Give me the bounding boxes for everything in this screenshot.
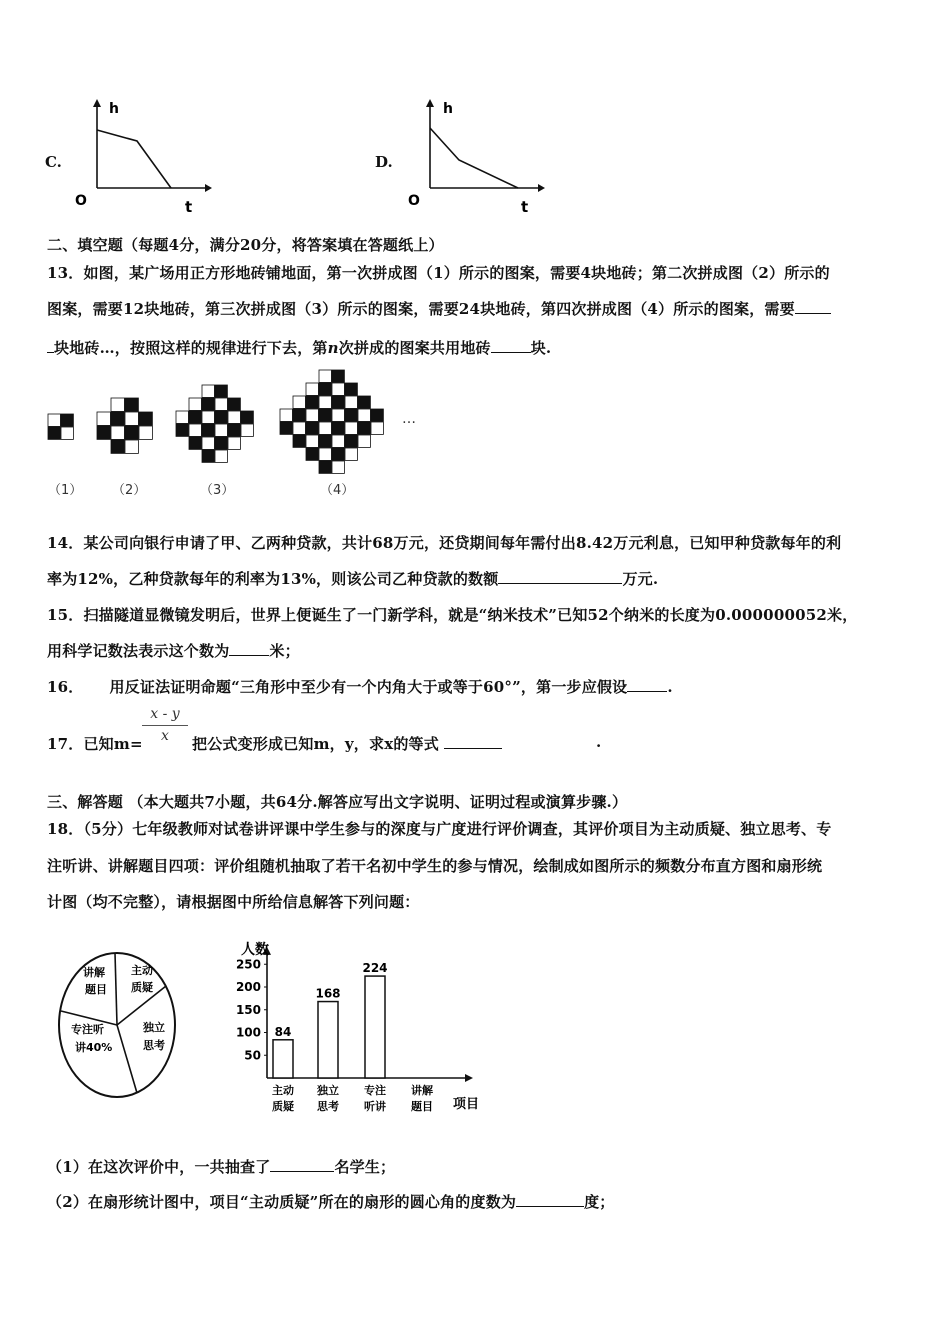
tile (358, 409, 370, 421)
tile (345, 396, 357, 408)
graph-c-origin: O (75, 193, 87, 209)
tile-ellipsis: … (402, 411, 416, 427)
tile (319, 383, 331, 395)
q13-line2 (47, 298, 831, 319)
q17-denominator: x (161, 728, 169, 744)
q15-line2 (47, 640, 300, 661)
tile (111, 426, 124, 439)
tile-caption-1: （1） (48, 483, 83, 498)
section2-title: 二、填空题（每题4分，满分20分，将答案填在答题纸上） (47, 236, 444, 254)
tile (125, 426, 138, 439)
bar (318, 1002, 338, 1078)
x-axis-arrow (465, 1074, 473, 1082)
graph-d-axis-y: h (443, 101, 453, 117)
tile-patterns (40, 365, 440, 505)
graph-d-axis-x: t (521, 198, 529, 216)
q14-line2a: 率为12%，乙种贷款每年的利率为13%，则该公司乙种贷款的数额 (47, 570, 499, 588)
q17-fraction (140, 706, 190, 744)
tile (306, 422, 318, 434)
tile (358, 422, 370, 434)
pie-label-think-1: 独立 (143, 1021, 165, 1034)
tile (319, 396, 331, 408)
q15-blank[interactable] (229, 641, 269, 656)
tile (319, 409, 331, 421)
q13-line3c: 块. (530, 339, 552, 357)
pie-label-explain-1: 讲解 (83, 966, 105, 979)
pie-label-listen-1: 专注听 (71, 1023, 104, 1036)
tile (111, 398, 124, 411)
tile (371, 409, 383, 421)
q14-line1: 14．某公司向银行申请了甲、乙两种贷款，共计68万元，还贷期间每年需付出8.42万元利息，已知甲种贷款每年的利 (47, 534, 842, 552)
tile (97, 412, 110, 425)
tile (61, 427, 73, 439)
tile (319, 448, 331, 460)
tile (176, 424, 188, 436)
x-tick-label: 质疑 (272, 1100, 294, 1113)
tile (228, 398, 240, 410)
q13-blank2[interactable] (491, 338, 531, 353)
y-tick-label: 200 (235, 980, 261, 994)
tile-caption-4: （4） (320, 483, 355, 498)
tile (345, 409, 357, 421)
tile (358, 435, 370, 447)
q18-line2: 注听讲、讲解题目四项：评价组随机抽取了若干名初中学生的参与情况，绘制成如图所示的频数分布直方图和扇形统 (47, 857, 823, 875)
y-tick-label: 50 (244, 1048, 261, 1063)
tile (215, 385, 227, 397)
tile-figure-3 (176, 385, 253, 462)
tile (319, 461, 331, 473)
q18-sub1b: 名学生； (334, 1158, 396, 1176)
tile (293, 422, 305, 434)
bar-chart (225, 930, 500, 1125)
tile (125, 398, 138, 411)
q15-line2a: 用科学记数法表示这个数为 (47, 642, 230, 660)
tile (125, 412, 138, 425)
y-axis-label: 人数 (241, 942, 269, 958)
pie-label-explain-2: 题目 (85, 983, 107, 996)
q14-line2b: 万元. (622, 570, 659, 588)
q16-line (47, 676, 673, 697)
tile-figure-2 (97, 398, 152, 453)
tile (48, 414, 60, 426)
graph-d-line (430, 128, 518, 188)
tile (125, 440, 138, 453)
graph-c-line (97, 130, 171, 188)
tile (345, 422, 357, 434)
q17-numerator: x - y (150, 706, 180, 722)
q18-sub1 (47, 1156, 395, 1177)
y-tick-label: 250 (235, 957, 261, 972)
q17-a: 17．已知m= (47, 735, 143, 753)
tile (371, 422, 383, 434)
q13-blank1b[interactable] (47, 338, 54, 353)
section3-title: 三、解答题 （本大题共7小题，共64分.解答应写出文字说明、证明过程或演算步骤.） (47, 793, 628, 811)
tile (228, 424, 240, 436)
tile (306, 383, 318, 395)
tile (332, 448, 344, 460)
q18-line3: 计图（均不完整），请根据图中所给信息解答下列问题： (47, 893, 420, 911)
q17-blank[interactable] (444, 734, 502, 749)
tile (293, 396, 305, 408)
x-tick-label: 题目 (411, 1100, 433, 1113)
graph-d-plot (375, 95, 550, 220)
tile (202, 437, 214, 449)
q17-b (192, 733, 502, 754)
x-tick-label: 主动 (272, 1084, 294, 1097)
tile-figure-4 (280, 370, 383, 473)
tile (202, 398, 214, 410)
bar (273, 1040, 293, 1078)
tile (215, 424, 227, 436)
tile-caption-2: （2） (112, 483, 147, 498)
q14-blank[interactable] (498, 569, 622, 584)
tile (228, 411, 240, 423)
tile (202, 385, 214, 397)
pie-label-listen-2: 讲40% (75, 1041, 113, 1054)
graph-d-origin: O (408, 193, 420, 209)
q17-b-text: 把公式变形成已知m，y，求x的等式 (192, 735, 439, 753)
tile (202, 411, 214, 423)
tile (332, 409, 344, 421)
tile (189, 411, 201, 423)
q13-line3 (47, 337, 551, 358)
tile (306, 448, 318, 460)
graph-d (375, 95, 550, 220)
q16-num: 16． (47, 678, 84, 696)
q13-n: n (327, 339, 339, 357)
graph-c-axis-x: t (185, 198, 193, 216)
tile (319, 422, 331, 434)
q15-line2b: 米； (269, 642, 300, 660)
tile (241, 411, 253, 423)
q16-blank[interactable] (627, 677, 667, 692)
q18-sub2a: （2）在扇形统计图中，项目“主动质疑”所在的扇形的圆心角的度数为 (47, 1193, 517, 1211)
tile (228, 437, 240, 449)
tile (215, 411, 227, 423)
tile (111, 440, 124, 453)
option-c-label: C. (45, 153, 62, 171)
x-axis-label: 项目 (453, 1097, 480, 1112)
q13-line3a: 块地砖…，按照这样的规律进行下去，第 (54, 339, 328, 357)
tile (215, 450, 227, 462)
tile (319, 435, 331, 447)
tile (293, 409, 305, 421)
bar-value-label: 84 (274, 1024, 292, 1039)
x-tick-label: 思考 (317, 1100, 339, 1113)
q18-sub1-blank[interactable] (270, 1157, 334, 1172)
tile-caption-3: （3） (200, 483, 235, 498)
tile (97, 426, 110, 439)
tile (48, 427, 60, 439)
tile (345, 383, 357, 395)
q18-sub1a: （1）在这次评价中，一共抽查了 (47, 1158, 271, 1176)
tile (345, 435, 357, 447)
tile (215, 398, 227, 410)
tile (306, 435, 318, 447)
tile (306, 396, 318, 408)
bar-chart-plot (236, 941, 479, 1113)
x-tick-label: 独立 (317, 1084, 339, 1097)
q13-line3b: 次拼成的图案共用地砖 (338, 339, 491, 357)
x-tick-label: 听讲 (364, 1100, 386, 1113)
tile (332, 461, 344, 473)
tile (358, 396, 370, 408)
q18-sub2-blank[interactable] (516, 1192, 584, 1207)
tile (241, 424, 253, 436)
q13-line1: 13．如图，某广场用正方形地砖铺地面，第一次拼成图（1）所示的图案，需要4块地砖；第二次拼成图（2）所示的 (47, 264, 830, 282)
q18-sub2b: 度； (584, 1193, 615, 1211)
q16-end: . (667, 678, 673, 696)
q18-line1: 18．（5分）七年级教师对试卷讲评课中学生参与的深度与广度进行评价调查，其评价项目为主动质疑、独立思考、专 (47, 820, 832, 838)
graph-c-axis-y: h (109, 101, 119, 117)
bar (365, 976, 385, 1078)
tile (189, 424, 201, 436)
tile (332, 435, 344, 447)
tile (306, 409, 318, 421)
option-d-label: D. (375, 153, 393, 171)
pie-chart (55, 945, 195, 1105)
q18-sub2 (47, 1191, 615, 1212)
q14-line2 (47, 568, 658, 589)
tile (61, 414, 73, 426)
bar-value-label: 168 (315, 986, 341, 1001)
tile (345, 448, 357, 460)
q17-end: . (596, 733, 602, 751)
pie-label-think-2: 思考 (143, 1039, 165, 1052)
q16-text: 用反证法证明命题“三角形中至少有一个内角大于或等于60°”，第一步应假设 (109, 678, 628, 696)
tile (189, 398, 201, 410)
graph-c (45, 95, 220, 220)
x-tick-label: 讲解 (411, 1084, 433, 1097)
tile (139, 412, 152, 425)
q15-line1: 15．扫描隧道显微镜发明后，世界上便诞生了一门新学科，就是“纳米技术”已知52个纳米的长度为0.000000052米， (47, 606, 858, 624)
tile (293, 435, 305, 447)
tile (280, 409, 292, 421)
tile (319, 370, 331, 382)
pie-label-active-2: 质疑 (131, 981, 153, 994)
tile (332, 422, 344, 434)
tile (280, 422, 292, 434)
tile (215, 437, 227, 449)
q13-line2-text: 图案，需要12块地砖，第三次拼成图（3）所示的图案，需要24块地砖，第四次拼成图（4）所示的图案，需要 (47, 300, 795, 318)
tile (189, 437, 201, 449)
tile (332, 396, 344, 408)
tile (139, 426, 152, 439)
y-tick-label: 150 (235, 1002, 261, 1017)
bar-value-label: 224 (362, 961, 388, 976)
tile-figure-1 (48, 414, 73, 439)
tile-grid (48, 370, 383, 473)
pie-label-active-1: 主动 (131, 964, 153, 977)
y-tick-label: 100 (235, 1025, 261, 1040)
tile (202, 450, 214, 462)
tile (111, 412, 124, 425)
tile (332, 370, 344, 382)
graph-c-plot (45, 95, 220, 220)
tile (176, 411, 188, 423)
tile (332, 383, 344, 395)
tile (202, 424, 214, 436)
x-tick-label: 专注 (364, 1084, 386, 1097)
q13-blank1a[interactable] (795, 299, 831, 314)
